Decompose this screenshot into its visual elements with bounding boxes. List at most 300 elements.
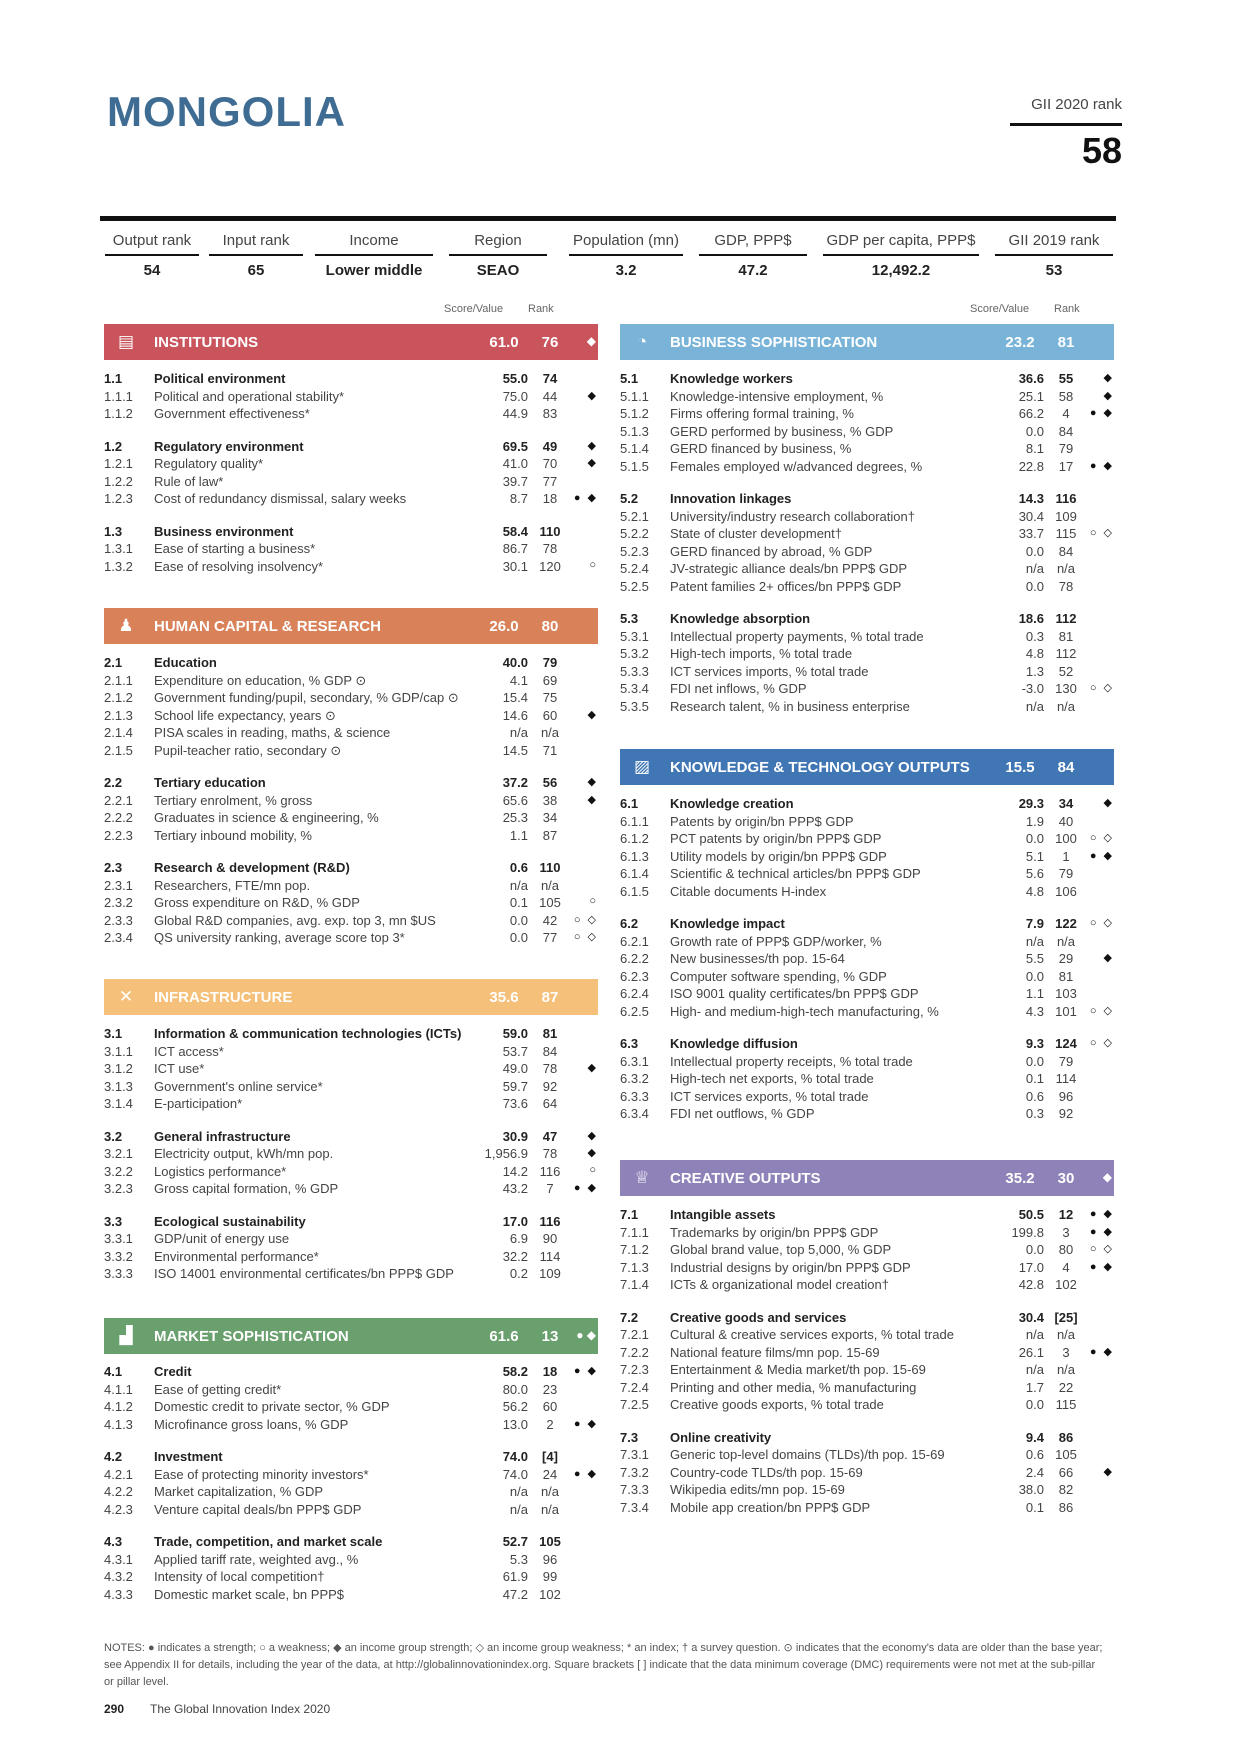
- indicator-row: [104, 1181, 598, 1198]
- summary-cell: [102, 228, 202, 279]
- row-rank: 80: [1058, 1242, 1074, 1257]
- indicator-row: [620, 509, 1114, 526]
- pillar-header: [104, 608, 598, 644]
- row-rank: 34: [542, 810, 558, 825]
- pillar-score: 61.0: [489, 334, 519, 351]
- indicator-row: [104, 793, 598, 810]
- row-score: 65.6: [502, 792, 528, 808]
- row-code: 2.1.4: [104, 725, 133, 740]
- row-rank: 82: [1058, 1482, 1074, 1497]
- row-rank: 78: [542, 1061, 558, 1076]
- indicator-row: [104, 743, 598, 760]
- indicator-row: [104, 1552, 598, 1569]
- row-code: 1.1: [104, 371, 123, 386]
- row-code: 4.1.1: [104, 1381, 133, 1397]
- row-code: 6.2.2: [620, 951, 649, 966]
- row-code: 7.2.1: [620, 1327, 649, 1342]
- pillar-rank: 80: [541, 618, 559, 635]
- row-score: 199.8: [1011, 1224, 1044, 1240]
- row-label: Government's online service*: [154, 1078, 323, 1094]
- pillar-header: [620, 324, 1114, 360]
- row-code: 4.1.3: [104, 1416, 133, 1432]
- summary-rule: [315, 254, 433, 256]
- row-label: Research & development (R&D): [154, 860, 350, 875]
- row-label: GDP/unit of energy use: [154, 1231, 290, 1246]
- subpillar-row: [104, 371, 598, 388]
- subpillar-row: [620, 1207, 1114, 1224]
- row-code: 1.3.1: [104, 541, 133, 556]
- row-code: 3.3.3: [104, 1266, 133, 1281]
- summary-rule: [699, 254, 807, 256]
- row-rank: 92: [1058, 1106, 1074, 1121]
- row-label: Knowledge absorption: [670, 611, 811, 626]
- row-rank: 99: [542, 1569, 558, 1584]
- indicator-row: [104, 828, 598, 845]
- row-rank: 114: [1055, 1071, 1077, 1086]
- row-label: Tertiary enrolment, % gross: [154, 792, 313, 808]
- row-flags: ○ ◇: [1089, 832, 1114, 844]
- row-label: Ease of protecting minority investors*: [154, 1466, 369, 1482]
- row-score: -3.0: [1021, 681, 1044, 696]
- row-code: 4.1: [104, 1364, 123, 1379]
- row-code: 7.1.2: [620, 1242, 649, 1257]
- summary-cell: [992, 228, 1116, 279]
- row-rank: 110: [539, 523, 561, 539]
- row-code: 4.3.2: [104, 1569, 133, 1584]
- indicator-row: [104, 1079, 598, 1096]
- indicator-row: [620, 1465, 1114, 1482]
- row-rank: 52: [1058, 663, 1074, 679]
- subpillar-row: [620, 796, 1114, 813]
- indicator-row: [104, 389, 598, 406]
- row-label: Knowledge-intensive employment, %: [670, 388, 884, 404]
- indicator-row: [620, 1380, 1114, 1397]
- row-code: 5.2.1: [620, 508, 649, 524]
- row-score: 43.2: [502, 1181, 528, 1196]
- row-flags: ● ◆: [573, 1417, 598, 1430]
- row-score: 9.4: [1025, 1429, 1044, 1445]
- row-rank: 100: [1055, 831, 1077, 846]
- row-score: 0.0: [1025, 578, 1044, 594]
- row-rank: 96: [542, 1551, 558, 1567]
- row-score: 0.6: [1025, 1088, 1044, 1104]
- indicator-row: [620, 934, 1114, 951]
- page-number: 290: [104, 1702, 125, 1716]
- row-code: 5.1.4: [620, 441, 649, 456]
- row-rank: 116: [539, 1163, 561, 1179]
- row-flags: ◆: [587, 793, 598, 806]
- row-score: 15.4: [502, 690, 528, 705]
- summary-rule: [209, 254, 303, 256]
- row-code: 1.2.2: [104, 473, 133, 489]
- row-score: 0.0: [1025, 423, 1044, 439]
- row-score: 32.2: [502, 1248, 528, 1264]
- row-label: Patents by origin/bn PPP$ GDP: [670, 813, 854, 829]
- indicator-row: [104, 1146, 598, 1163]
- summary-label: Output rank: [112, 232, 192, 249]
- indicator-row: [104, 1249, 598, 1266]
- indicator-row: [620, 389, 1114, 406]
- row-code: 2.1.2: [104, 690, 133, 705]
- row-label: Computer software spending, % GDP: [670, 968, 887, 984]
- row-rank: 115: [1055, 526, 1077, 541]
- indicator-row: [620, 986, 1114, 1003]
- row-rank: 106: [1055, 883, 1077, 899]
- row-code: 3.1.2: [104, 1061, 133, 1076]
- subpillar-row: [620, 1430, 1114, 1447]
- summary-value: Lower middle: [325, 262, 423, 279]
- indicator-row: [104, 541, 598, 558]
- row-code: 7.1.3: [620, 1259, 649, 1275]
- pillar-rank: 87: [541, 989, 559, 1006]
- row-code: 7.3.1: [620, 1447, 649, 1462]
- row-score: 25.3: [502, 810, 528, 825]
- indicator-row: [620, 831, 1114, 848]
- row-score: 49.0: [502, 1061, 528, 1076]
- pillar-name: HUMAN CAPITAL & RESEARCH: [154, 618, 381, 635]
- row-code: 6.1.2: [620, 831, 649, 846]
- row-label: Information & communication technologies (ICTs): [154, 1026, 462, 1041]
- pillar-score: 35.6: [489, 989, 519, 1006]
- summary-top-rule: [100, 216, 1116, 221]
- row-label: Environmental performance*: [154, 1248, 319, 1264]
- row-rank: 77: [542, 930, 558, 945]
- row-score: 40.0: [502, 655, 528, 670]
- row-rank: 79: [542, 655, 558, 670]
- summary-rule: [569, 254, 683, 256]
- row-code: 2.2.3: [104, 827, 133, 843]
- row-rank: n/a: [1056, 698, 1076, 714]
- indicator-row: [620, 1500, 1114, 1517]
- indicator-row: [104, 913, 598, 930]
- col-head-score-left: Score/Value: [444, 303, 504, 315]
- row-code: 5.1: [620, 371, 639, 386]
- summary-rule: [449, 254, 547, 256]
- indicator-row: [620, 544, 1114, 561]
- indicator-row: [104, 708, 598, 725]
- row-score: 0.0: [509, 930, 528, 945]
- row-rank: 55: [1058, 371, 1074, 386]
- row-code: 7.2.4: [620, 1379, 649, 1395]
- row-code: 3.1.3: [104, 1078, 133, 1094]
- row-rank: 70: [542, 456, 558, 471]
- row-label: Mobile app creation/bn PPP$ GDP: [670, 1499, 871, 1515]
- row-rank: 75: [542, 690, 558, 705]
- row-rank: 12: [1058, 1207, 1074, 1222]
- row-flags: ○ ◇: [1089, 527, 1114, 539]
- row-code: 5.1.1: [620, 388, 649, 404]
- indicator-row: [104, 1484, 598, 1501]
- business-icon: ◔: [636, 332, 648, 351]
- pillar-name: INSTITUTIONS: [154, 334, 259, 351]
- row-flags: ○ ◇: [1089, 1004, 1114, 1017]
- indicator-row: [620, 579, 1114, 596]
- row-rank: 112: [1055, 646, 1077, 661]
- indicator-row: [104, 491, 598, 508]
- row-code: 6.2.4: [620, 986, 649, 1001]
- row-label: Gross expenditure on R&D, % GDP: [154, 895, 360, 910]
- row-code: 2.1.1: [104, 672, 133, 688]
- row-score: 0.0: [509, 912, 528, 928]
- row-rank: 109: [539, 1266, 561, 1281]
- row-rank: [4]: [542, 1449, 558, 1464]
- row-label: Patent families 2+ offices/bn PPP$ GDP: [670, 578, 902, 594]
- pillar-header: [620, 1160, 1114, 1196]
- subpillar-row: [104, 1026, 598, 1043]
- row-label: Cost of redundancy dismissal, salary weeks: [154, 491, 407, 506]
- rank-label: GII 2020 rank: [1031, 96, 1122, 113]
- row-code: 6.1.4: [620, 866, 649, 881]
- row-rank: 78: [1058, 578, 1074, 594]
- row-rank: 124: [1055, 1036, 1077, 1051]
- row-flags: ● ◆: [1089, 1225, 1114, 1238]
- row-code: 1.3: [104, 523, 123, 539]
- row-rank: 112: [1055, 611, 1077, 626]
- row-score: 0.0: [1025, 1397, 1044, 1412]
- row-code: 4.2.1: [104, 1466, 133, 1482]
- row-label: High-tech net exports, % total trade: [670, 1071, 874, 1086]
- row-label: ICT access*: [154, 1043, 224, 1059]
- row-code: 6.3.3: [620, 1088, 649, 1104]
- row-score: 0.6: [509, 860, 528, 875]
- row-code: 2.3.3: [104, 912, 133, 928]
- row-label: Entertainment & Media market/th pop. 15-69: [670, 1362, 926, 1377]
- pillar-rank: 13: [541, 1328, 559, 1345]
- row-label: ICT services imports, % total trade: [670, 663, 869, 679]
- row-code: 6.2.5: [620, 1003, 649, 1019]
- row-score: 41.0: [502, 456, 528, 471]
- row-label: Credit: [154, 1364, 192, 1379]
- summary-value: 12,492.2: [871, 262, 931, 279]
- row-rank: 3: [1062, 1224, 1070, 1240]
- row-code: 7.3.2: [620, 1464, 649, 1480]
- row-code: 1.1.1: [104, 388, 133, 404]
- row-label: Global brand value, top 5,000, % GDP: [670, 1242, 892, 1257]
- summary-cell: [566, 228, 686, 279]
- summary-value: 65: [247, 262, 265, 279]
- row-score: 4.3: [1025, 1003, 1044, 1019]
- row-code: 1.2: [104, 438, 123, 454]
- pillar-name: INFRASTRUCTURE: [154, 989, 293, 1006]
- row-score: 22.8: [1018, 458, 1044, 474]
- row-code: 6.1: [620, 796, 639, 811]
- row-code: 5.2.3: [620, 543, 649, 559]
- row-rank: 60: [542, 1399, 558, 1414]
- pillar-score: 26.0: [489, 618, 519, 635]
- indicator-row: [104, 1502, 598, 1519]
- row-rank: 130: [1055, 681, 1077, 696]
- row-flags: ● ◆: [573, 492, 598, 504]
- row-label: Pupil-teacher ratio, secondary ⊙: [154, 742, 342, 758]
- indicator-row: [620, 681, 1114, 698]
- summary-value: 47.2: [738, 262, 768, 279]
- row-label: Business environment: [154, 523, 294, 539]
- row-label: ISO 9001 quality certificates/bn PPP$ GDP: [670, 986, 919, 1001]
- row-score: 75.0: [502, 388, 528, 404]
- pillar-flags: ● ◆: [576, 1328, 596, 1342]
- row-label: Regulatory environment: [154, 438, 304, 454]
- row-rank: 79: [1058, 1053, 1074, 1069]
- row-code: 3.3: [104, 1213, 123, 1229]
- row-flags: ○ ◇: [573, 931, 598, 943]
- indicator-row: [104, 1399, 598, 1416]
- row-rank: 29: [1058, 951, 1074, 966]
- row-score: 74.0: [502, 1466, 528, 1482]
- infrastructure-icon: ✕: [118, 987, 134, 1006]
- indicator-row: [620, 1106, 1114, 1123]
- row-label: State of cluster development†: [670, 526, 842, 541]
- row-rank: 86: [1058, 1499, 1074, 1515]
- row-score: 55.0: [502, 371, 528, 386]
- row-label: Country-code TLDs/th pop. 15-69: [670, 1464, 863, 1480]
- row-label: Applied tariff rate, weighted avg., %: [154, 1551, 359, 1567]
- indicator-row: [104, 1266, 598, 1283]
- summary-label: Population (mn): [573, 232, 679, 249]
- row-score: 9.3: [1025, 1036, 1044, 1051]
- row-label: Females employed w/advanced degrees, %: [670, 458, 923, 474]
- row-score: 7.9: [1025, 916, 1044, 931]
- row-rank: 77: [542, 473, 558, 489]
- row-label: Electricity output, kWh/mn pop.: [154, 1146, 334, 1161]
- row-code: 3.1.4: [104, 1096, 133, 1111]
- row-rank: 109: [1055, 508, 1077, 524]
- row-code: 7.1.1: [620, 1224, 649, 1240]
- row-flags: ○: [589, 1163, 598, 1176]
- indicator-row: [104, 1096, 598, 1113]
- row-label: Researchers, FTE/mn pop.: [154, 877, 311, 893]
- row-label: JV-strategic alliance deals/bn PPP$ GDP: [670, 561, 908, 576]
- rank-divider: [1010, 123, 1122, 126]
- row-score: n/a: [1025, 933, 1044, 949]
- pillar-name: CREATIVE OUTPUTS: [670, 1170, 821, 1187]
- row-code: 7.1.4: [620, 1277, 649, 1292]
- row-rank: 92: [542, 1078, 558, 1094]
- row-code: 7.3: [620, 1429, 639, 1445]
- row-rank: 1: [1062, 848, 1070, 864]
- pillar-rank: 76: [541, 334, 559, 351]
- row-rank: 115: [1055, 1397, 1077, 1412]
- row-rank: 47: [542, 1128, 558, 1144]
- row-code: 7.2.2: [620, 1344, 649, 1360]
- row-rank: 86: [1058, 1429, 1074, 1445]
- row-score: n/a: [1025, 698, 1044, 714]
- indicator-row: [620, 1004, 1114, 1021]
- row-flags: ◆: [587, 1129, 598, 1142]
- row-label: GERD financed by business, %: [670, 441, 852, 456]
- row-label: School life expectancy, years ⊙: [154, 707, 336, 723]
- indicator-row: [104, 725, 598, 742]
- indicator-row: [104, 456, 598, 473]
- indicator-row: [104, 1231, 598, 1248]
- row-code: 3.2.3: [104, 1181, 133, 1196]
- row-score: n/a: [1025, 561, 1044, 576]
- indicator-row: [620, 1397, 1114, 1414]
- subpillar-row: [620, 611, 1114, 628]
- indicator-row: [104, 474, 598, 491]
- row-code: 1.1.2: [104, 406, 133, 421]
- row-rank: 122: [1055, 916, 1077, 931]
- row-code: 2.3.2: [104, 895, 133, 910]
- pillar-score: 23.2: [1005, 334, 1035, 351]
- summary-value: SEAO: [476, 262, 520, 279]
- row-score: 0.3: [1025, 1106, 1044, 1121]
- row-label: Knowledge diffusion: [670, 1036, 798, 1051]
- row-score: n/a: [509, 1501, 528, 1517]
- row-label: Government effectiveness*: [154, 406, 310, 421]
- row-label: E-participation*: [154, 1096, 243, 1111]
- summary-label: GDP, PPP$: [714, 232, 792, 249]
- row-rank: 101: [1055, 1003, 1077, 1019]
- row-label: Logistics performance*: [154, 1163, 287, 1179]
- row-flags: ◆: [587, 1147, 598, 1159]
- subpillar-row: [104, 860, 598, 877]
- indicator-row: [620, 406, 1114, 423]
- row-flags: ○ ◇: [1089, 1037, 1114, 1049]
- row-label: Intangible assets: [670, 1207, 776, 1222]
- row-score: 0.0: [1025, 1242, 1044, 1257]
- row-label: Ease of getting credit*: [154, 1381, 282, 1397]
- row-label: Political environment: [154, 371, 286, 386]
- row-score: 66.2: [1018, 406, 1044, 421]
- row-score: 0.6: [1025, 1447, 1044, 1462]
- row-flags: ○ ◇: [1089, 682, 1114, 694]
- row-rank: 18: [542, 491, 558, 506]
- row-code: 4.3.1: [104, 1551, 133, 1567]
- row-score: 30.4: [1018, 1309, 1044, 1325]
- row-rank: 49: [542, 438, 558, 454]
- row-score: 30.1: [502, 558, 528, 574]
- row-rank: 17: [1058, 458, 1074, 474]
- indicator-row: [104, 810, 598, 827]
- indicator-row: [620, 424, 1114, 441]
- row-flags: ◆: [1103, 952, 1114, 964]
- row-code: 5.3.5: [620, 698, 649, 714]
- summary-label: Input rank: [222, 232, 290, 249]
- row-rank: 44: [542, 388, 558, 404]
- row-rank: 74: [542, 371, 558, 386]
- row-code: 6.2.1: [620, 933, 649, 949]
- row-score: 1,956.9: [484, 1146, 528, 1161]
- row-flags: ○: [589, 895, 598, 907]
- row-label: Venture capital deals/bn PPP$ GDP: [154, 1501, 362, 1517]
- row-rank: 83: [542, 406, 558, 421]
- row-score: 14.2: [502, 1163, 528, 1179]
- knowledge-icon: ▨: [633, 757, 651, 776]
- row-label: Gross capital formation, % GDP: [154, 1181, 339, 1196]
- subpillar-row: [104, 775, 598, 792]
- row-score: 42.8: [1018, 1277, 1044, 1292]
- indicator-row: [620, 1362, 1114, 1379]
- row-code: 5.3.3: [620, 663, 649, 679]
- row-label: High-tech imports, % total trade: [670, 646, 853, 661]
- indicator-row: [620, 849, 1114, 866]
- row-code: 1.2.3: [104, 491, 133, 506]
- row-code: 5.1.5: [620, 458, 649, 474]
- row-label: National feature films/mn pop. 15-69: [670, 1344, 880, 1360]
- row-score: 1.3: [1025, 663, 1044, 679]
- subpillar-row: [104, 524, 598, 541]
- row-score: 58.4: [502, 523, 528, 539]
- pillar-score: 35.2: [1005, 1170, 1035, 1187]
- subpillar-row: [104, 1534, 598, 1551]
- row-score: 0.2: [509, 1266, 528, 1281]
- pillar-score: 15.5: [1005, 759, 1035, 776]
- pillar-header: [104, 979, 598, 1015]
- row-code: 3.3.2: [104, 1248, 133, 1264]
- row-label: Generic top-level domains (TLDs)/th pop. 15-69: [670, 1447, 945, 1462]
- row-code: 4.3: [104, 1534, 123, 1549]
- summary-value: 54: [143, 262, 161, 279]
